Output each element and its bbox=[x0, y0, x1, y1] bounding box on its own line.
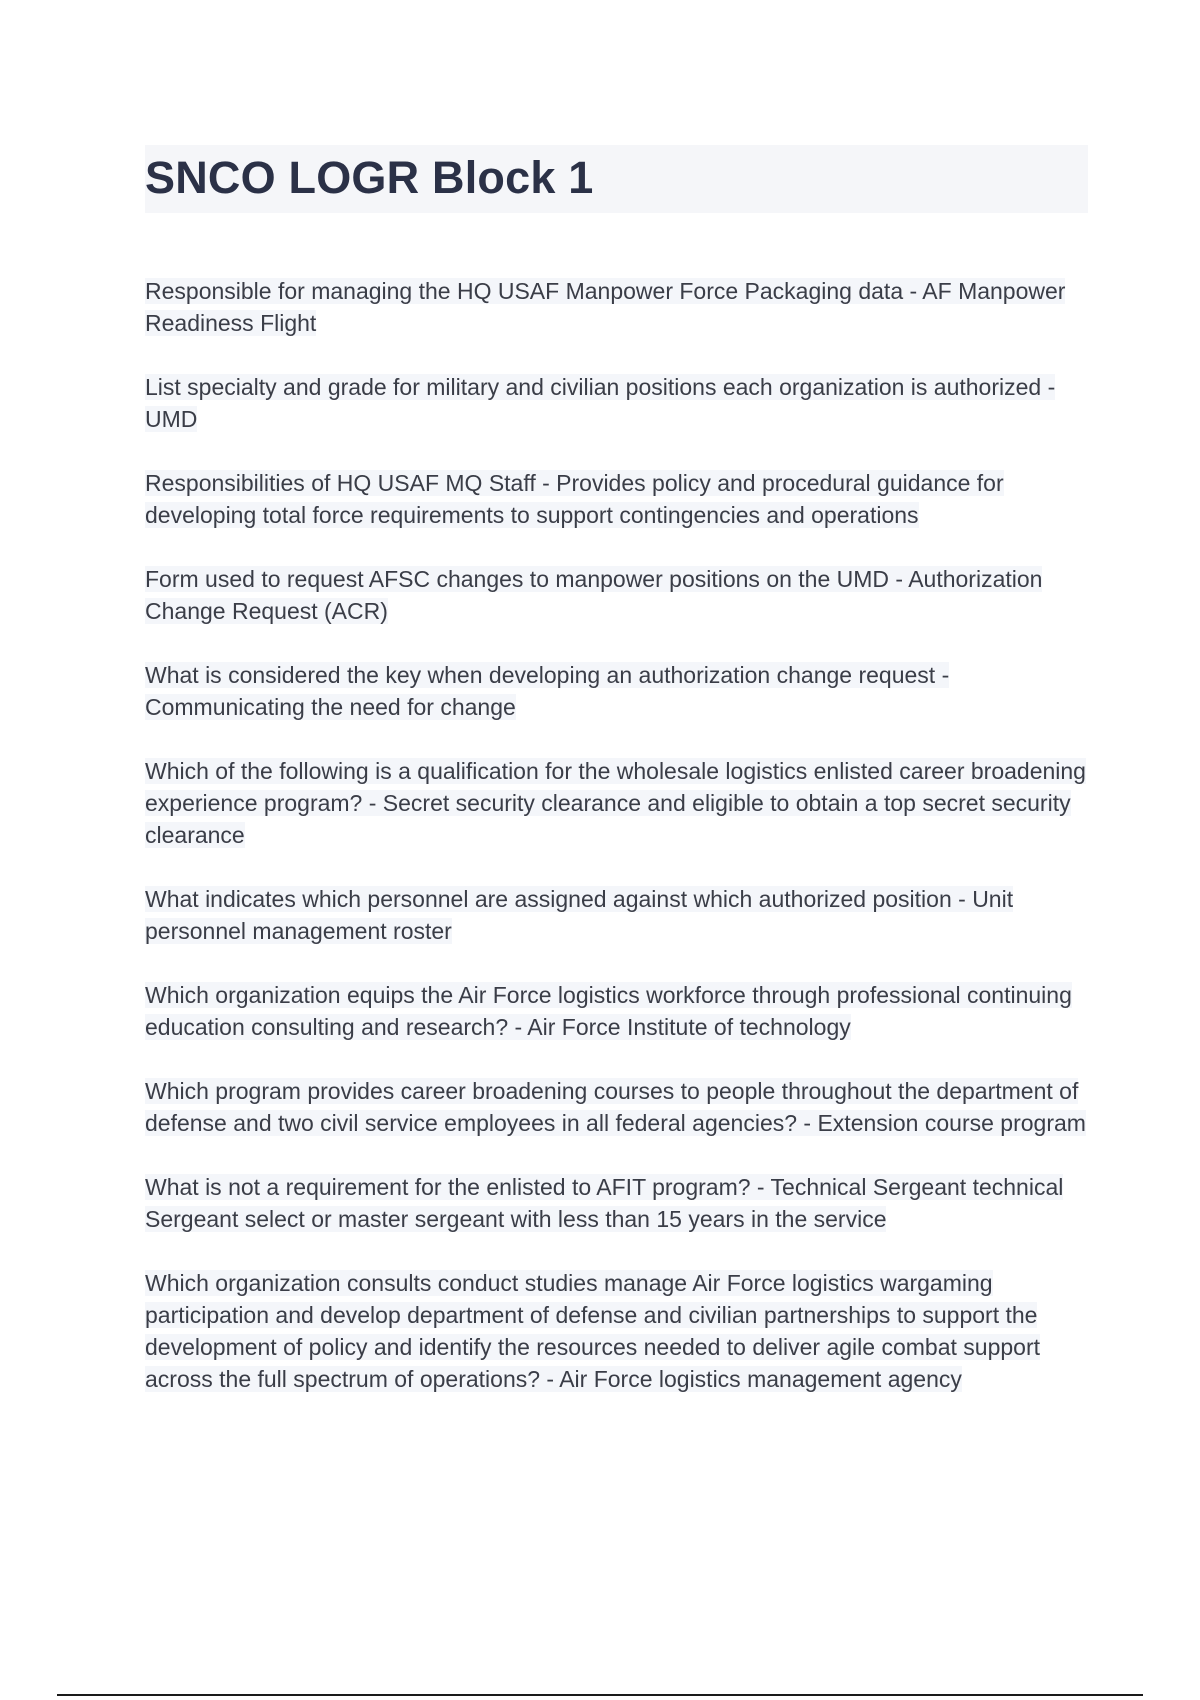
qa-item-text: Which organization consults conduct studies manage Air Force logistics wargaming participation and develop department of defense and civilian partnerships to support the development of policy and identify the resources needed to deliver agile combat support across the full spectrum of operations? - Air Force logistics management agency bbox=[145, 1270, 1040, 1392]
qa-item-text: Form used to request AFSC changes to manpower positions on the UMD - Authorization Change Request (ACR) bbox=[145, 566, 1043, 624]
qa-item bbox=[145, 755, 1090, 851]
qa-item bbox=[145, 883, 1090, 947]
qa-item bbox=[145, 467, 1090, 531]
qa-item-text: What indicates which personnel are assigned against which authorized position - Unit personnel management roster bbox=[145, 886, 1014, 944]
footer-divider bbox=[57, 1694, 1143, 1696]
qa-item bbox=[145, 1171, 1090, 1235]
qa-item-text: What is considered the key when developing an authorization change request - Communicating the need for change bbox=[145, 662, 950, 720]
qa-item bbox=[145, 275, 1090, 339]
qa-item bbox=[145, 563, 1090, 627]
qa-item bbox=[145, 1075, 1090, 1139]
qa-item-text: Responsible for managing the HQ USAF Manpower Force Packaging data - AF Manpower Readiness Flight bbox=[145, 278, 1066, 336]
qa-item-text: What is not a requirement for the enlisted to AFIT program? - Technical Sergeant technical Sergeant select or master sergeant with less than 15 years in the service bbox=[145, 1174, 1064, 1232]
qa-item bbox=[145, 659, 1090, 723]
qa-item bbox=[145, 1267, 1090, 1395]
page-title: SNCO LOGR Block 1 bbox=[145, 152, 594, 203]
qa-item-text: Which program provides career broadening courses to people throughout the department of defense and two civil service employees in all federal agencies? - Extension course program bbox=[145, 1078, 1086, 1136]
qa-item bbox=[145, 371, 1090, 435]
qa-item-text: Responsibilities of HQ USAF MQ Staff - Provides policy and procedural guidance for developing total force requirements to support contingencies and operations bbox=[145, 470, 1004, 528]
qa-item-text: List specialty and grade for military and civilian positions each organization is authorized - UMD bbox=[145, 374, 1056, 432]
qa-item bbox=[145, 979, 1090, 1043]
title-banner bbox=[145, 145, 1088, 213]
qa-item-text: Which of the following is a qualification for the wholesale logistics enlisted career broadening experience program? - Secret security clearance and eligible to obtain a top secret security clearance bbox=[145, 758, 1086, 848]
qa-list bbox=[145, 275, 1090, 1427]
qa-item-text: Which organization equips the Air Force logistics workforce through professional continuing education consulting and research? - Air Force Institute of technology bbox=[145, 982, 1072, 1040]
